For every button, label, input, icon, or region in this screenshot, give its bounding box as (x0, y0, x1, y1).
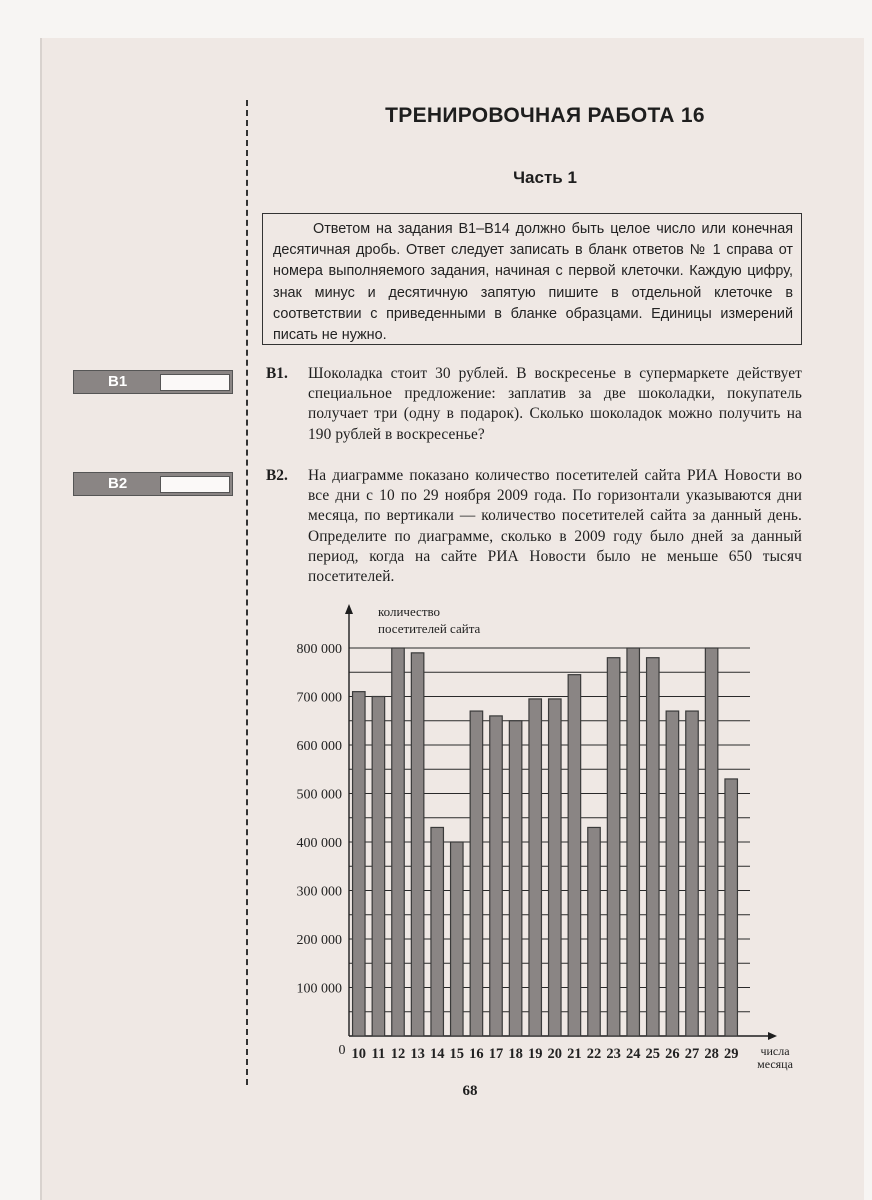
part-title: Часть 1 (513, 168, 577, 187)
bar (588, 827, 601, 1036)
x-tick-label: 12 (390, 1046, 406, 1062)
bar (725, 779, 738, 1036)
x-tick-label: 25 (645, 1046, 661, 1062)
answer-box-b2 (73, 472, 233, 496)
x-axis-title: числа (760, 1044, 790, 1058)
answer-box-label: B1 (108, 373, 128, 390)
bar (607, 658, 620, 1036)
bar (705, 648, 718, 1036)
x-tick-label: 13 (410, 1046, 425, 1062)
bar (392, 648, 405, 1036)
page-number: 68 (462, 1083, 478, 1099)
x-tick-label: 16 (469, 1046, 484, 1062)
x-tick-label: 19 (527, 1046, 543, 1062)
bar (529, 699, 542, 1036)
bar (372, 697, 385, 1037)
problem-number: B2. (266, 467, 288, 484)
x-tick-label: 17 (488, 1046, 504, 1062)
instructions-box: Ответом на задания В1–В14 должно быть целое число или конечная десятичная дробь. Ответ следует записать в бланк ответов № 1 справа от номера выполняемого задания, начиная с первой клеточки. Каждую цифру, знак минус и десятичную запятую пишите в отдельной клеточке в соответствии с приведенными в бланке образцами. Единицы измерений писать не нужно. (262, 213, 802, 345)
y-axis-title: количество (378, 604, 441, 619)
problem-text: На диаграмме показано количество посетителей сайта РИА Новости во все дни с 10 по 29 ноября 2009 года. По горизонтали указываются дни месяца, по вертикали — количество посетителей сайта за данный день. Определите по диаграмме, сколько в 2009 году было дней за данный период, когда на сайте РИА Новости было не меньше 650 тысяч посетителей. (308, 467, 802, 586)
x-tick-label: 28 (704, 1046, 719, 1062)
problem-number: B1. (266, 365, 288, 382)
y-tick-label: 200 000 (296, 933, 342, 948)
x-tick-label: 11 (371, 1046, 386, 1062)
x-tick-label: 15 (449, 1046, 465, 1062)
problem-b2 (266, 466, 802, 587)
x-tick-label: 10 (351, 1046, 367, 1062)
bar (490, 716, 503, 1036)
x-tick-label: 22 (586, 1046, 602, 1062)
y-tick-label: 300 000 (296, 884, 342, 900)
origin-label: 0 (338, 1043, 346, 1058)
cut-line (246, 100, 248, 1085)
answer-box-label: B2 (108, 475, 128, 492)
problem-b1 (266, 364, 802, 445)
x-tick-label: 24 (625, 1046, 641, 1062)
y-tick-label: 700 000 (296, 690, 342, 706)
bar (647, 658, 660, 1036)
x-tick-label: 26 (665, 1046, 680, 1062)
y-tick-label: 600 000 (296, 739, 342, 754)
bar (431, 827, 444, 1036)
bar (666, 711, 679, 1036)
bar (686, 711, 699, 1036)
x-tick-label: 20 (547, 1046, 563, 1062)
bar (353, 692, 366, 1036)
answer-cell[interactable] (160, 374, 230, 391)
bar (568, 675, 581, 1036)
x-tick-label: 23 (606, 1046, 621, 1062)
bar (411, 653, 424, 1036)
x-axis-title: месяца (757, 1057, 793, 1071)
bar (627, 648, 640, 1036)
problem-text: Шоколадка стоит 30 рублей. В воскресенье в супермаркете действует специальное предложение: заплатив за две шоколадки, покупатель получает три (одну в подарок). Сколько шоколадок можно получить на 190 рублей в воскресенье? (308, 365, 802, 443)
y-tick-label: 800 000 (296, 642, 342, 657)
x-tick-label: 27 (684, 1046, 700, 1062)
x-tick-label: 14 (429, 1046, 445, 1062)
y-axis-title: посетителей сайта (378, 621, 481, 636)
x-tick-label: 21 (567, 1046, 582, 1062)
x-axis-arrow (768, 1032, 777, 1040)
x-tick-label: 29 (723, 1046, 739, 1062)
bar (451, 842, 464, 1036)
y-tick-label: 400 000 (296, 836, 342, 851)
bar (549, 699, 562, 1036)
chart-svg (280, 598, 810, 1080)
bar (470, 711, 483, 1036)
answer-cell[interactable] (160, 476, 230, 493)
answer-box-b1 (73, 370, 233, 394)
y-tick-label: 100 000 (296, 981, 342, 997)
y-axis-arrow (345, 604, 353, 614)
visitors-bar-chart (280, 598, 810, 1080)
page-title: ТРЕНИРОВОЧНАЯ РАБОТА 16 (385, 104, 705, 127)
y-tick-label: 500 000 (296, 787, 342, 803)
bar (509, 721, 521, 1036)
x-tick-label: 18 (508, 1046, 523, 1062)
